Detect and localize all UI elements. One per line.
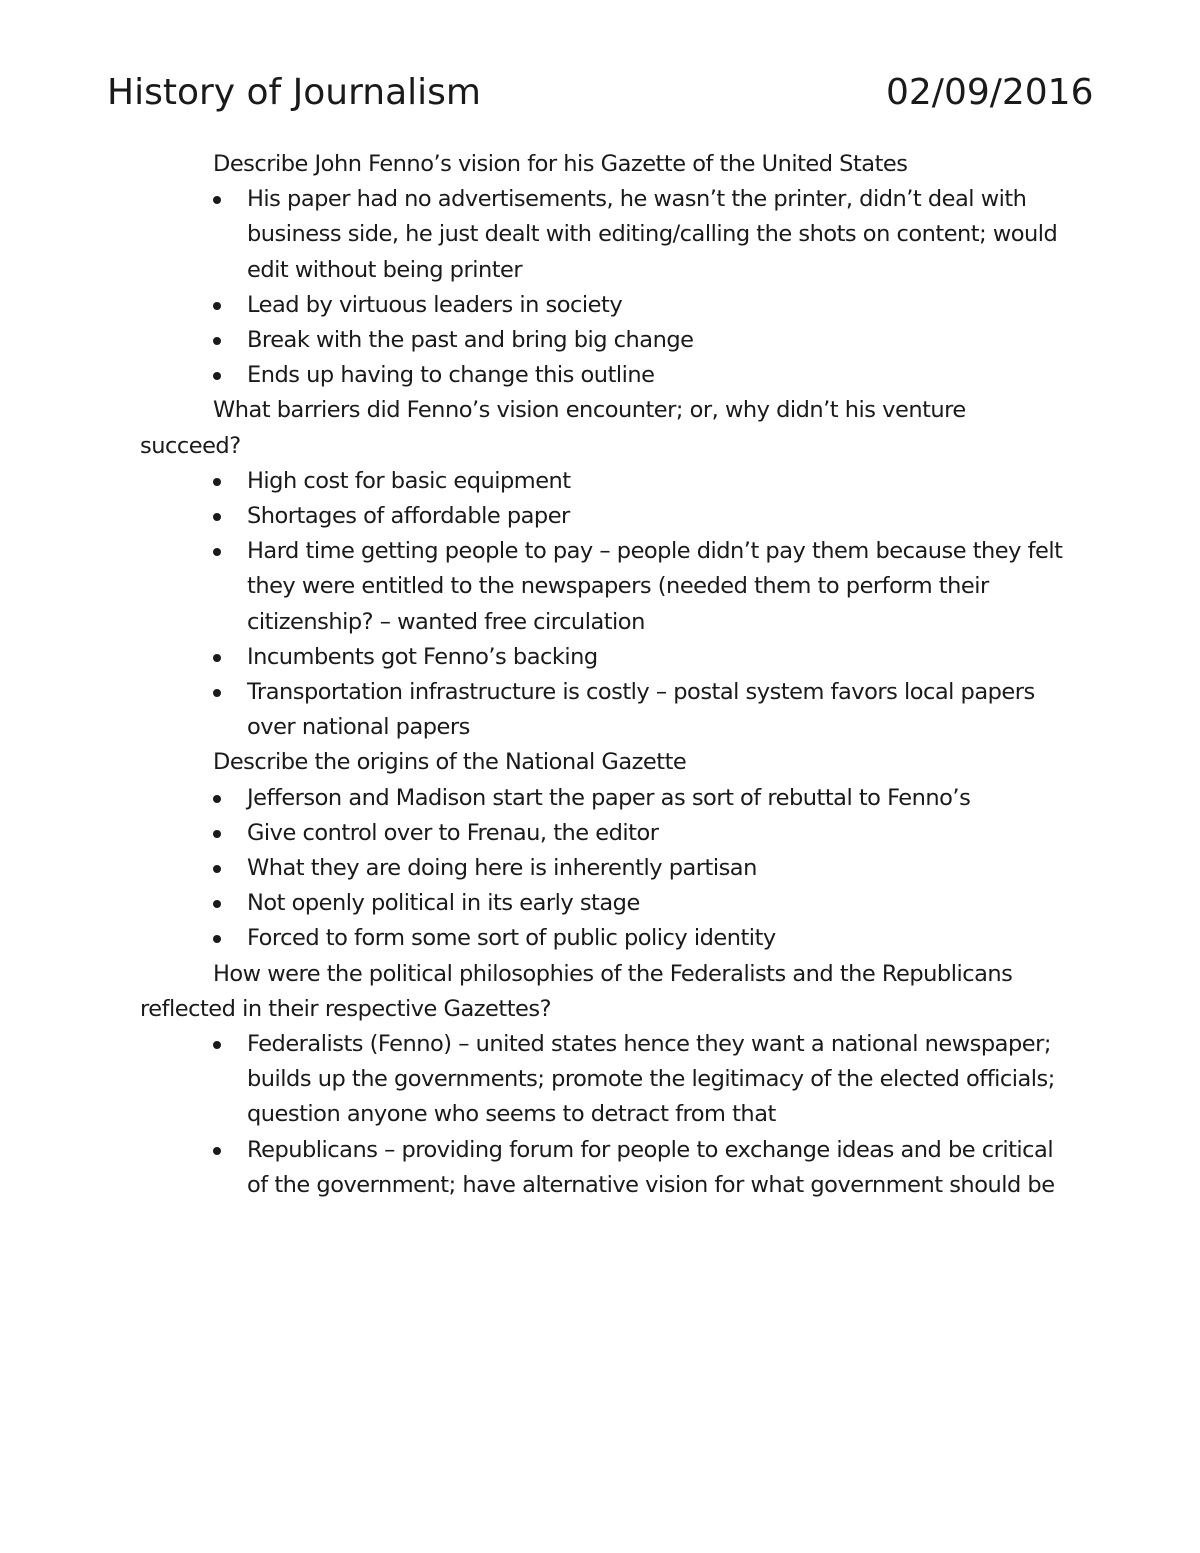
answer-text: Incumbents got Fenno’s backing	[247, 643, 598, 670]
section	[140, 147, 1070, 393]
bullet-icon	[213, 900, 221, 908]
list-item	[247, 640, 1070, 675]
bullet-icon	[213, 1041, 221, 1049]
answer-text: Ends up having to change this outline	[247, 362, 655, 389]
bullet-icon	[213, 654, 221, 662]
bullet-icon	[213, 795, 221, 803]
bullet-icon	[213, 372, 221, 380]
answer-text: Give control over to Frenau, the editor	[247, 819, 659, 846]
list-item	[247, 1133, 1070, 1203]
bullet-icon	[213, 478, 221, 486]
answer-list	[140, 182, 1070, 393]
bullet-icon	[213, 196, 221, 204]
question-text: Describe the origins of the National Gazette	[213, 749, 687, 776]
list-item	[247, 182, 1070, 288]
bullet-icon	[213, 689, 221, 697]
list-item	[247, 781, 1070, 816]
answer-text: Transportation infrastructure is costly – postal system favors local papers over national papers	[247, 679, 1035, 741]
answer-text: Hard time getting people to pay – people didn’t pay them because they felt they were entitled to the newspapers (needed them to perform their citizenship? – wanted free circulation	[247, 538, 1063, 635]
question-text: How were the political philosophies of the Federalists and the Republicans reflected in their respective Gazettes?	[140, 960, 1013, 1022]
answer-text: Jefferson and Madison start the paper as sort of rebuttal to Fenno’s	[247, 784, 971, 811]
list-item	[247, 358, 1070, 393]
answer-text: Lead by virtuous leaders in society	[247, 291, 623, 318]
answer-text: Republicans – providing forum for people to exchange ideas and be critical of the government; have alternative vision for what government should be	[247, 1136, 1055, 1198]
list-item	[247, 886, 1070, 921]
document-title: History of Journalism	[107, 72, 481, 113]
list-item	[247, 323, 1070, 358]
list-item	[247, 534, 1070, 640]
question-text: What barriers did Fenno’s vision encounter; or, why didn’t his venture succeed?	[140, 397, 966, 459]
list-item	[247, 288, 1070, 323]
list-item	[247, 816, 1070, 851]
answer-text: His paper had no advertisements, he wasn’t the printer, didn’t deal with business side, he just dealt with editing/calling the shots on content; would edit without being printer	[247, 186, 1058, 283]
question	[140, 147, 1070, 182]
bullet-icon	[213, 548, 221, 556]
answer-text: What they are doing here is inherently partisan	[247, 855, 757, 882]
answer-text: Shortages of affordable paper	[247, 503, 570, 530]
bullet-icon	[213, 935, 221, 943]
answer-text: High cost for basic equipment	[247, 467, 571, 494]
list-item	[247, 921, 1070, 956]
list-item	[247, 675, 1070, 745]
section	[140, 745, 1070, 956]
answer-text: Not openly political in its early stage	[247, 890, 640, 917]
answer-list	[140, 464, 1070, 746]
bullet-icon	[213, 337, 221, 345]
answer-text: Forced to form some sort of public policy identity	[247, 925, 776, 952]
answer-text: Break with the past and bring big change	[247, 327, 694, 354]
question-text: Describe John Fenno’s vision for his Gazette of the United States	[213, 151, 908, 177]
list-item	[247, 1027, 1070, 1133]
answer-text: Federalists (Fenno) – united states hence they want a national newspaper; builds up the governments; promote the legitimacy of the elected officials; question anyone who seems to detract from that	[247, 1031, 1055, 1128]
bullet-icon	[213, 513, 221, 521]
answer-list	[140, 781, 1070, 957]
question	[140, 393, 1070, 463]
list-item	[247, 464, 1070, 499]
answer-list	[140, 1027, 1070, 1203]
list-item	[247, 499, 1070, 534]
question	[140, 745, 1070, 780]
document-date: 02/09/2016	[886, 72, 1094, 113]
section	[140, 393, 1070, 745]
question	[140, 957, 1070, 1027]
notes-body	[140, 147, 1070, 1203]
bullet-icon	[213, 302, 221, 310]
list-item	[247, 851, 1070, 886]
section	[140, 957, 1070, 1203]
bullet-icon	[213, 865, 221, 873]
bullet-icon	[213, 830, 221, 838]
bullet-icon	[213, 1147, 221, 1155]
